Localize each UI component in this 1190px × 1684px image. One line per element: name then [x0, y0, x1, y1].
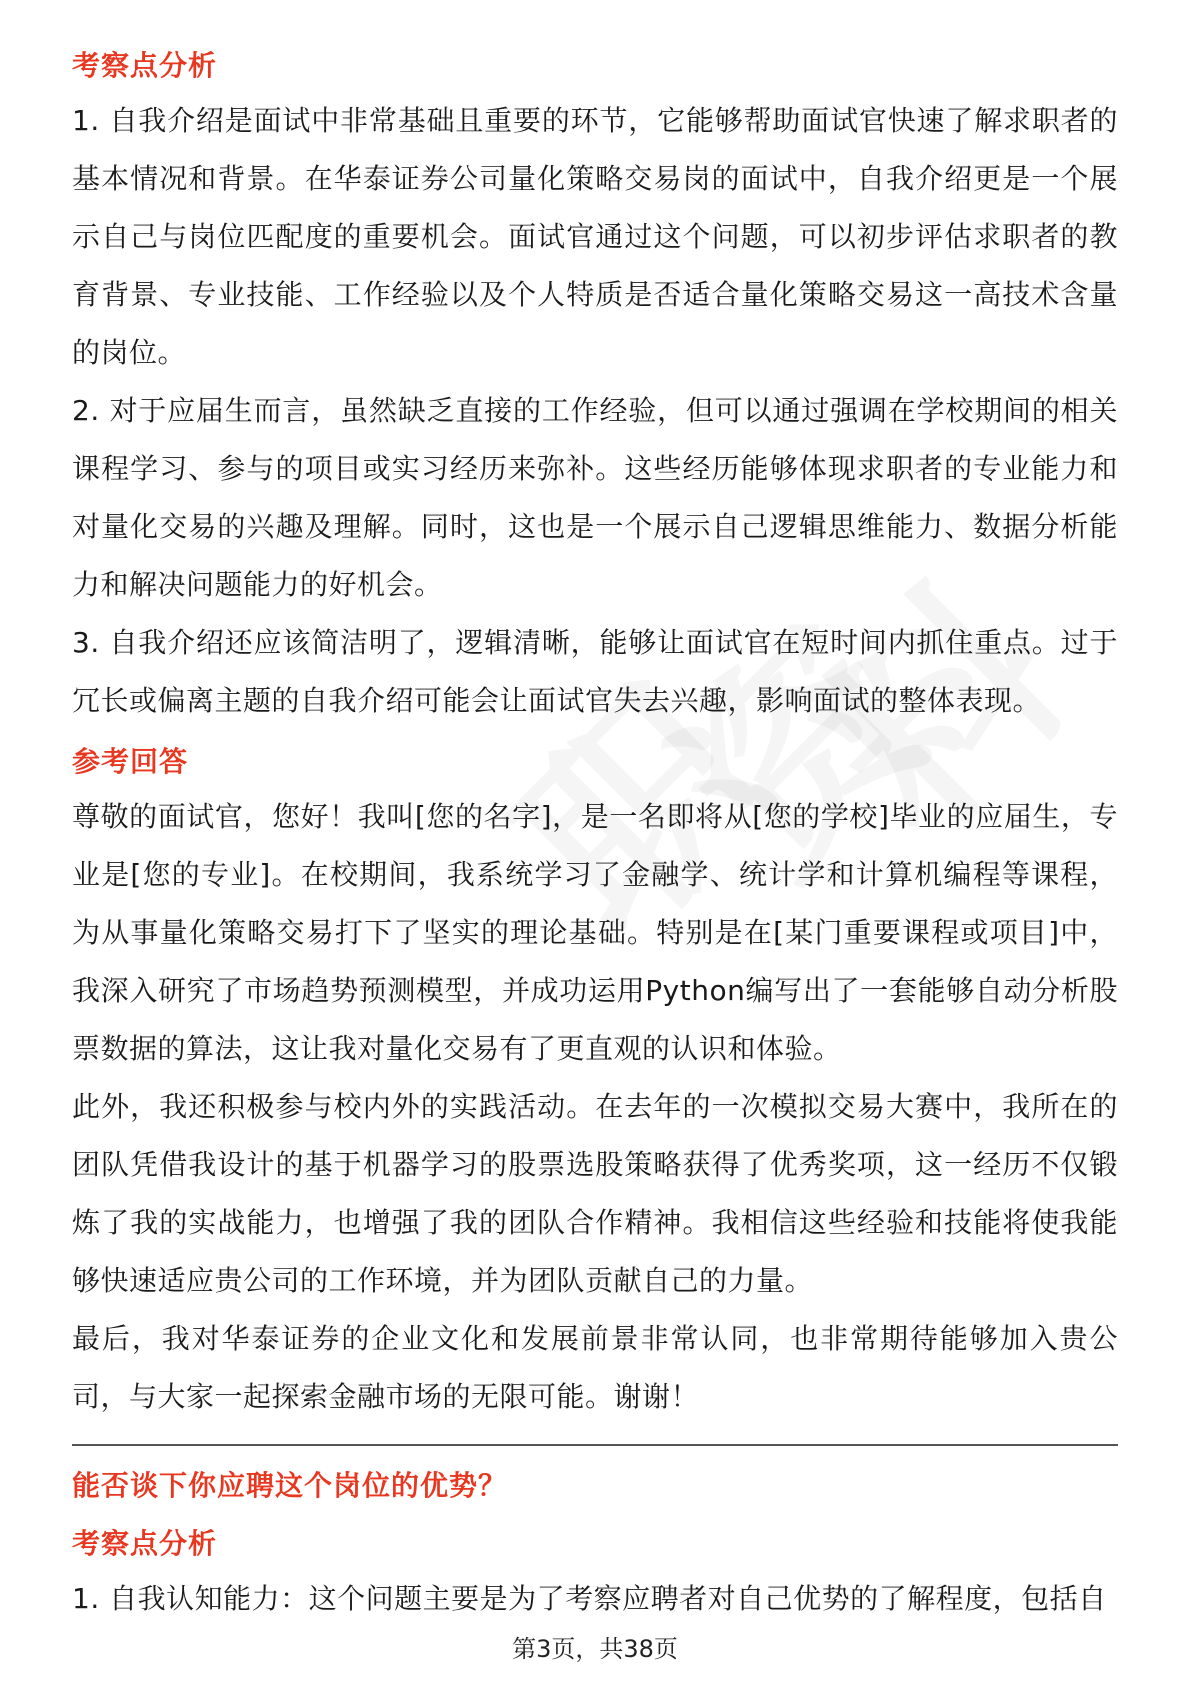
document-content [72, 46, 1118, 1628]
answer-paragraph: 尊敬的面试官，您好！我叫[您的名字]，是一名即将从[您的学校]毕业的应届生，专业是[您的专业]。在校期间，我系统学习了金融学、统计学和计算机编程等课程，为从事量化策略交易打下了坚实的理论基础。特别是在[某门重要课程或项目]中，我深入研究了市场趋势预测模型，并成功运用Python编写出了一套能够自动分析股票数据的算法，这让我对量化交易有了更直观的认识和体验。 [72, 800, 1118, 1065]
analysis-heading: 考察点分析 [72, 49, 218, 82]
answer-paragraph: 此外，我还积极参与校内外的实践活动。在去年的一次模拟交易大赛中，我所在的团队凭借我设计的基于机器学习的股票选股策略获得了优秀奖项，这一经历不仅锻炼了我的实战能力，也增强了我的团队合作精神。我相信这些经验和技能将使我能够快速适应贵公司的工作环境，并为团队贡献自己的力量。 [72, 1090, 1118, 1297]
analysis-paragraph: 1. 自我介绍是面试中非常基础且重要的环节，它能够帮助面试官快速了解求职者的基本情况和背景。在华泰证券公司量化策略交易岗的面试中，自我介绍更是一个展示自己与岗位匹配度的重要机会。面试官通过这个问题，可以初步评估求职者的教育背景、专业技能、工作经验以及个人特质是否适合量化策略交易这一高技术含量的岗位。 [72, 104, 1118, 369]
spacer [72, 730, 1118, 742]
analysis-heading: 考察点分析 [72, 1527, 218, 1560]
section-divider [72, 1444, 1118, 1446]
analysis-paragraph: 2. 对于应届生而言，虽然缺乏直接的工作经验，但可以通过强调在学校期间的相关课程学习、参与的项目或实习经历来弥补。这些经历能够体现求职者的专业能力和对量化交易的兴趣及理解。同时，这也是一个展示自己逻辑思维能力、数据分析能力和解决问题能力的好机会。 [72, 394, 1118, 601]
analysis-paragraph: 3. 自我介绍还应该简洁明了，逻辑清晰，能够让面试官在短时间内抓住重点。过于冗长或偏离主题的自我介绍可能会让面试官失去兴趣，影响面试的整体表现。 [72, 626, 1118, 717]
page-number: 第3页，共38页 [512, 1635, 678, 1663]
analysis-paragraph: 1. 自我认知能力：这个问题主要是为了考察应聘者对自己优势的了解程度，包括自 [72, 1582, 1107, 1615]
answer-paragraph: 最后，我对华泰证券的企业文化和发展前景非常认同，也非常期待能够加入贵公司，与大家一起探索金融市场的无限可能。谢谢！ [72, 1322, 1118, 1413]
answer-heading: 参考回答 [72, 745, 189, 778]
question-heading: 能否谈下你应聘这个岗位的优势？ [72, 1469, 508, 1502]
